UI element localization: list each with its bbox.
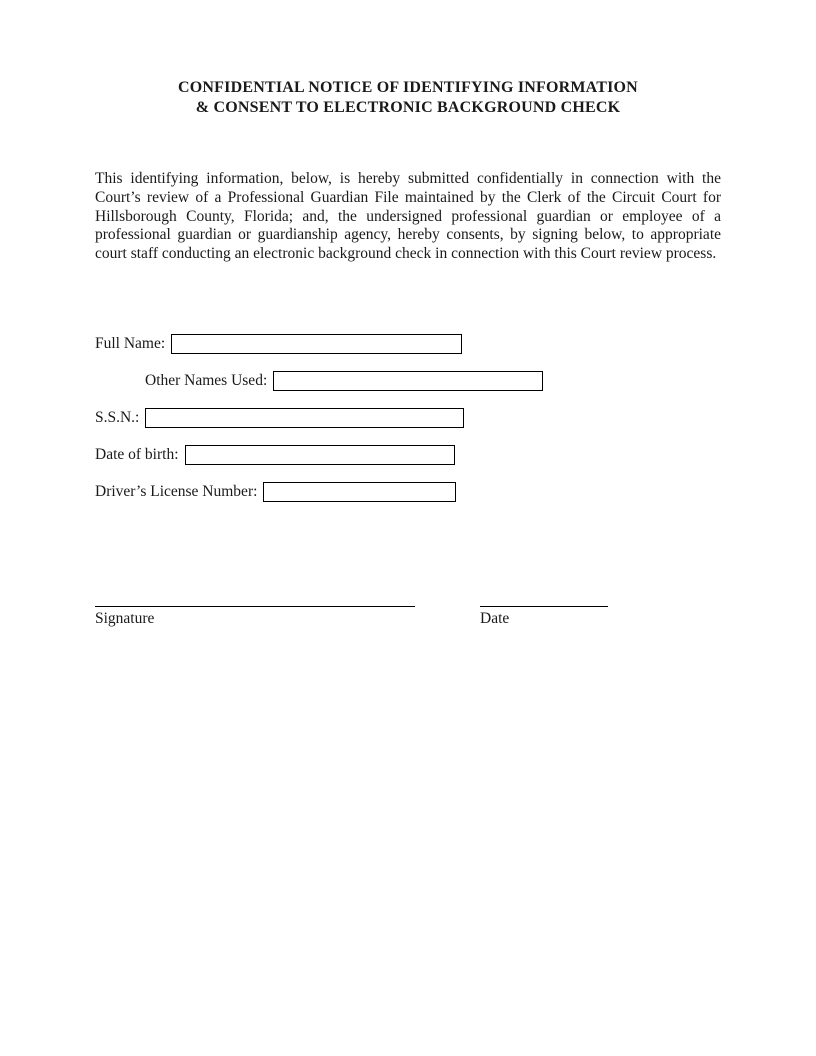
- other-names-label: Other Names Used:: [145, 371, 268, 389]
- date-line[interactable]: [480, 596, 608, 607]
- ssn-input[interactable]: [145, 408, 464, 428]
- signature-block: [95, 596, 415, 628]
- field-row-ssn: [95, 407, 721, 428]
- date-block: [480, 596, 608, 628]
- date-of-birth-label: Date of birth:: [95, 445, 179, 463]
- ssn-label: S.S.N.:: [95, 408, 140, 426]
- document-title-line1: CONFIDENTIAL NOTICE OF IDENTIFYING INFORMATION: [178, 79, 638, 96]
- document-title-line2: & CONSENT TO ELECTRONIC BACKGROUND CHECK: [195, 99, 621, 116]
- full-name-input[interactable]: [171, 334, 462, 354]
- signature-line[interactable]: [95, 596, 415, 607]
- field-row-drivers-license: [95, 481, 721, 502]
- date-label: Date: [480, 610, 510, 627]
- full-name-label: Full Name:: [95, 334, 166, 352]
- field-row-full-name: [95, 333, 721, 354]
- drivers-license-input[interactable]: [263, 482, 456, 502]
- drivers-license-label: Driver’s License Number:: [95, 482, 258, 500]
- intro-paragraph: This identifying information, below, is hereby submitted confidentially in connection with the Court’s review of a Professional Guardian File maintained by the Clerk of the Circuit Court for Hillsborough County, Florida; and, the undersigned professional guardian or employee of a professional guardian or guardianship agency, hereby consents, by signing below, to appropriate court staff conducting an electronic background check in connection with this Court review process.: [95, 170, 721, 263]
- document-title: [0, 78, 816, 118]
- date-of-birth-input[interactable]: [185, 445, 455, 465]
- field-row-other-names: [95, 370, 721, 391]
- signature-label: Signature: [95, 610, 155, 627]
- field-row-date-of-birth: [95, 444, 721, 465]
- form-fields: [95, 333, 721, 518]
- other-names-input[interactable]: [273, 371, 543, 391]
- signature-section: [95, 596, 608, 628]
